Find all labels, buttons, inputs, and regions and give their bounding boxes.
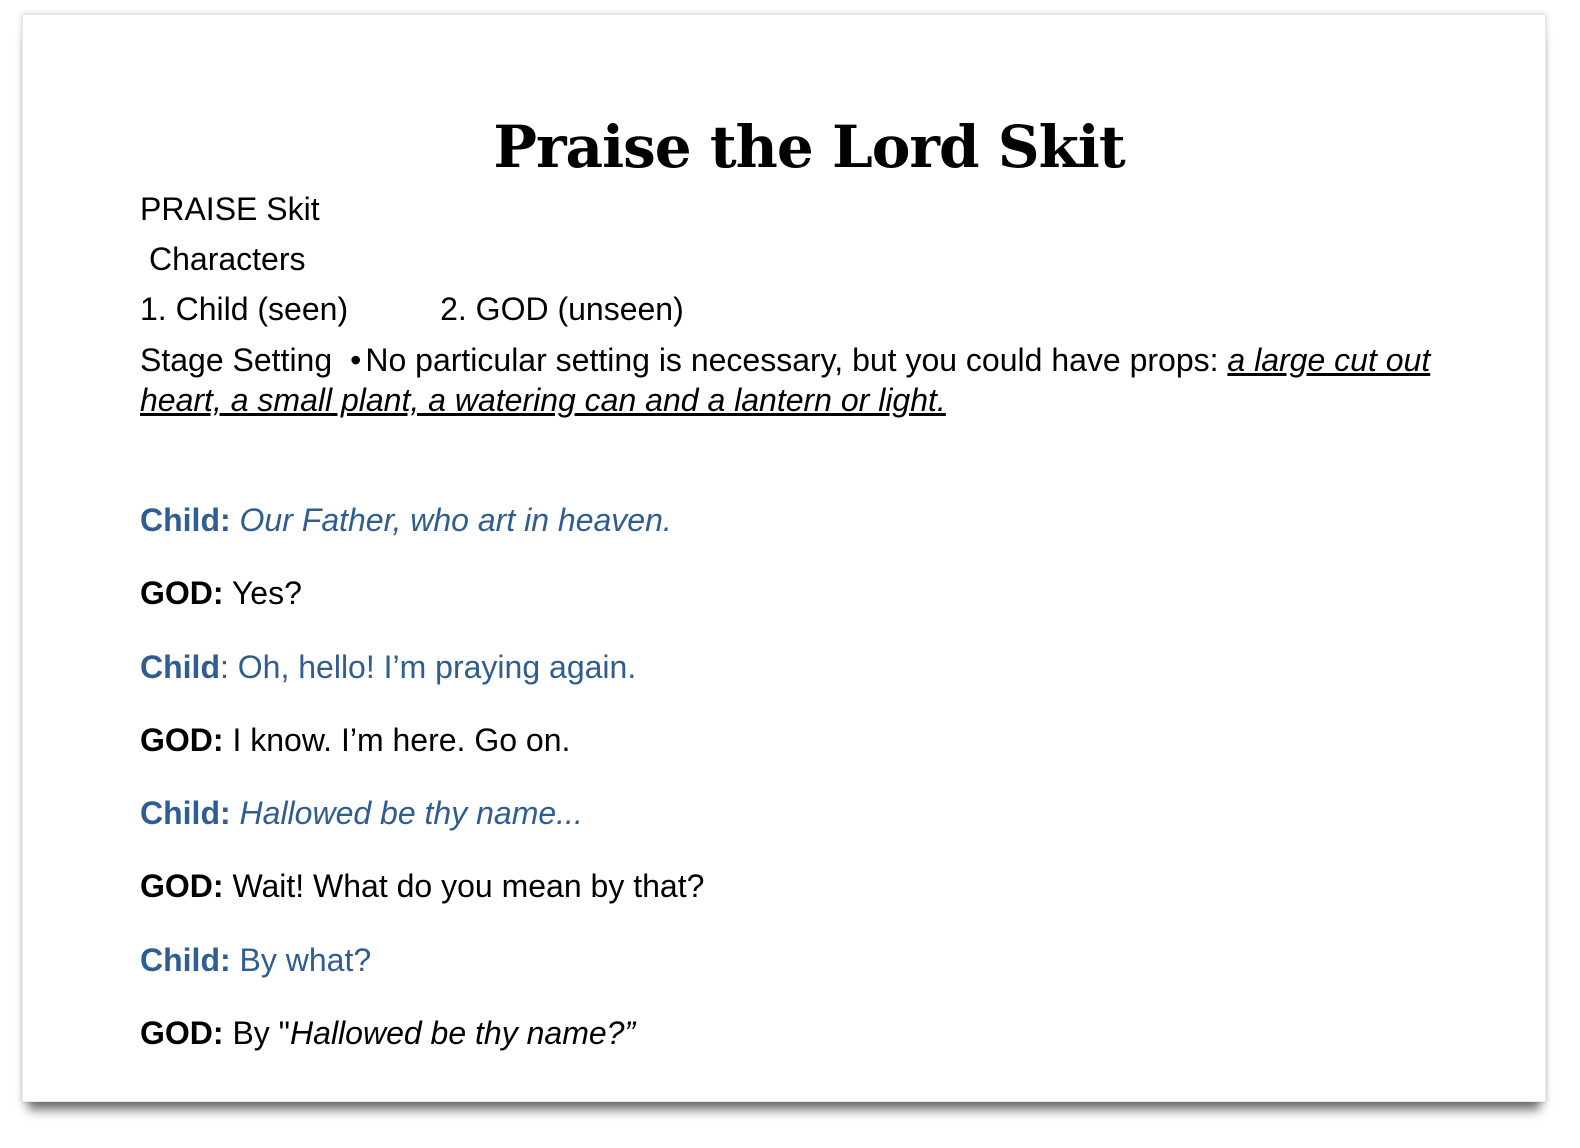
dialogue-text: Our Father, who art in heaven.: [239, 502, 672, 538]
document-title: Praise the Lord Skit: [493, 113, 1125, 181]
dialogue-line-8: [140, 1015, 635, 1052]
speaker-label: GOD:: [140, 575, 224, 611]
document-page: [22, 14, 1546, 1102]
speaker-label: Child:: [140, 942, 231, 978]
dialogue-text: Hallowed be thy name...: [239, 795, 583, 831]
subtitle: PRAISE Skit: [140, 191, 320, 227]
stage-setting-props: a large cut out heart, a small plant, a watering can and a lantern or light.: [140, 342, 1431, 418]
speaker-label: GOD:: [140, 722, 224, 758]
dialogue-text: Yes?: [231, 575, 302, 611]
stage-setting-text: No particular setting is necessary, but you could have props:: [365, 342, 1228, 378]
dialogue-line-3: [140, 649, 636, 686]
speaker-label: Child:: [140, 502, 231, 538]
dialogue-text: : Oh, hello! I’m praying again.: [219, 649, 637, 685]
dialogue-text: By what?: [239, 942, 372, 978]
stage-setting-label: Stage Setting: [140, 342, 333, 378]
dialogue-text: Wait! What do you mean by that?: [232, 868, 705, 904]
speaker-label: GOD:: [140, 1015, 224, 1051]
dialogue-line-2: [140, 575, 302, 612]
bullet-icon: •: [350, 342, 362, 378]
speaker-label: Child: [140, 649, 220, 685]
character-child: 1. Child (seen): [140, 291, 349, 327]
dialogue-text-prefix: By ": [232, 1015, 291, 1051]
dialogue-line-1: [140, 502, 672, 539]
dialogue-line-6: [140, 868, 704, 905]
dialogue-text: I know. I’m here. Go on.: [232, 722, 571, 758]
character-god: 2. GOD (unseen): [440, 291, 684, 327]
speaker-label: GOD:: [140, 868, 224, 904]
dialogue-text: Hallowed be thy name?”: [290, 1015, 636, 1051]
characters-list: [140, 291, 684, 328]
speaker-label: Child:: [140, 795, 231, 831]
stage-setting: [140, 340, 1460, 420]
dialogue-line-5: [140, 795, 583, 832]
dialogue-line-7: [140, 942, 371, 979]
dialogue-line-4: [140, 722, 570, 759]
characters-heading: Characters: [149, 241, 306, 277]
